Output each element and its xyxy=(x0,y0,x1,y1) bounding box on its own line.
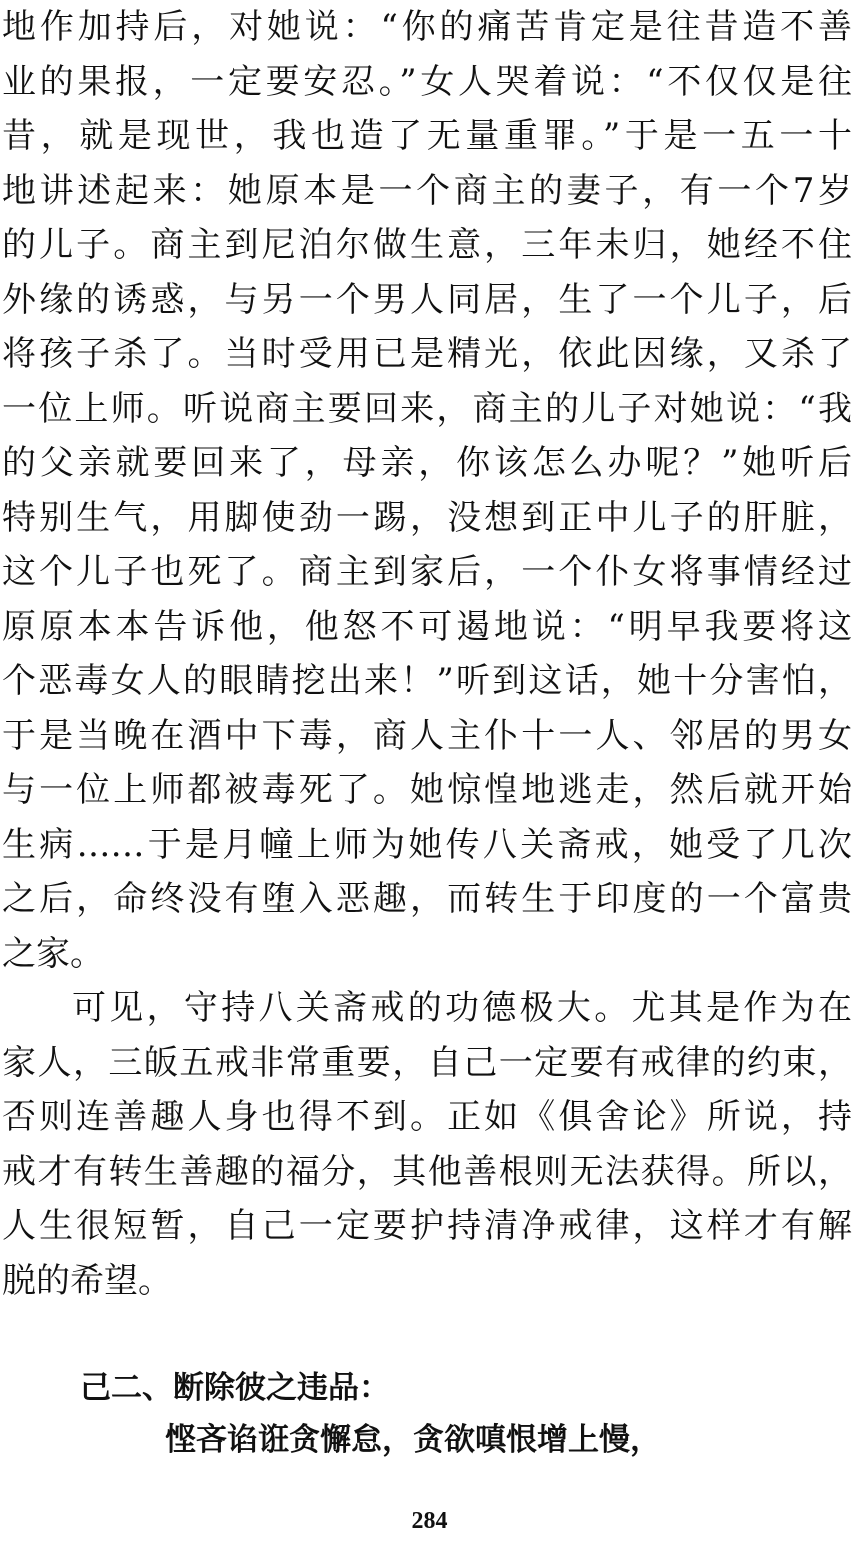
text-line: 之后，命终没有堕入恶趣，而转生于印度的一个富贵 xyxy=(2,879,852,919)
text-line: 原原本本告诉他，他怒不可遏地说：“明早我要将这 xyxy=(2,606,852,647)
text-line: 地讲述起来：她原本是一个商主的妻子，有一个7岁 xyxy=(2,170,852,211)
paragraph-end-line: 之家。 xyxy=(2,933,104,974)
body-text xyxy=(2,0,852,1308)
text-line: 于是当晚在酒中下毒，商人主仆十一人、邻居的男女 xyxy=(2,715,852,756)
text-line: 这个儿子也死了。商主到家后，一个仆女将事情经过 xyxy=(2,552,852,592)
section-heading: 己二、断除彼之违品： xyxy=(80,1370,390,1406)
text-line: 将孩子杀了。当时受用已是精光，依此因缘，又杀了 xyxy=(2,334,852,374)
text-line: 的儿子。商主到尼泊尔做生意，三年未归，她经不住 xyxy=(2,225,852,265)
paragraph-end-line: 脱的希望。 xyxy=(2,1260,172,1301)
text-line: 的父亲就要回来了，母亲，你该怎么办呢？”她听后 xyxy=(2,443,852,483)
text-line: 与一位上师都被毒死了。她惊惶地逃走，然后就开始 xyxy=(2,770,852,810)
text-line: 人生很短暂，自己一定要护持清净戒律，这样才有解 xyxy=(2,1206,852,1246)
paragraph-first-line: 可见，守持八关斋戒的功德极大。尤其是作为在 xyxy=(72,988,852,1028)
text-line: 昔，就是现世，我也造了无量重罪。”于是一五一十 xyxy=(2,116,852,156)
text-line: 外缘的诱惑，与另一个男人同居，生了一个儿子，后 xyxy=(2,279,852,320)
text-line: 家人，三皈五戒非常重要，自己一定要有戒律的约束， xyxy=(2,1042,852,1083)
page-number: 284 xyxy=(411,1508,448,1534)
text-line: 一位上师。听说商主要回来，商主的儿子对她说：“我 xyxy=(2,388,852,429)
text-line: 特别生气，用脚使劲一踢，没想到正中儿子的肝脏， xyxy=(2,497,852,538)
text-line: 业的果报，一定要安忍。”女人哭着说：“不仅仅是往 xyxy=(2,61,852,102)
text-line: 戒才有转生善趣的福分，其他善根则无法获得。所以， xyxy=(2,1151,852,1192)
verse-line: 悭吝谄诳贪懈怠，贪欲嗔恨增上慢， xyxy=(165,1422,661,1458)
text-line: 地作加持后，对她说：“你的痛苦肯定是往昔造不善 xyxy=(2,7,852,47)
text-line: 生病……于是月幢上师为她传八关斋戒，她受了几次 xyxy=(2,824,852,865)
text-line: 否则连善趣人身也得不到。正如《俱舍论》所说，持 xyxy=(2,1097,852,1137)
text-line: 个恶毒女人的眼睛挖出来！”听到这话，她十分害怕， xyxy=(2,661,852,701)
